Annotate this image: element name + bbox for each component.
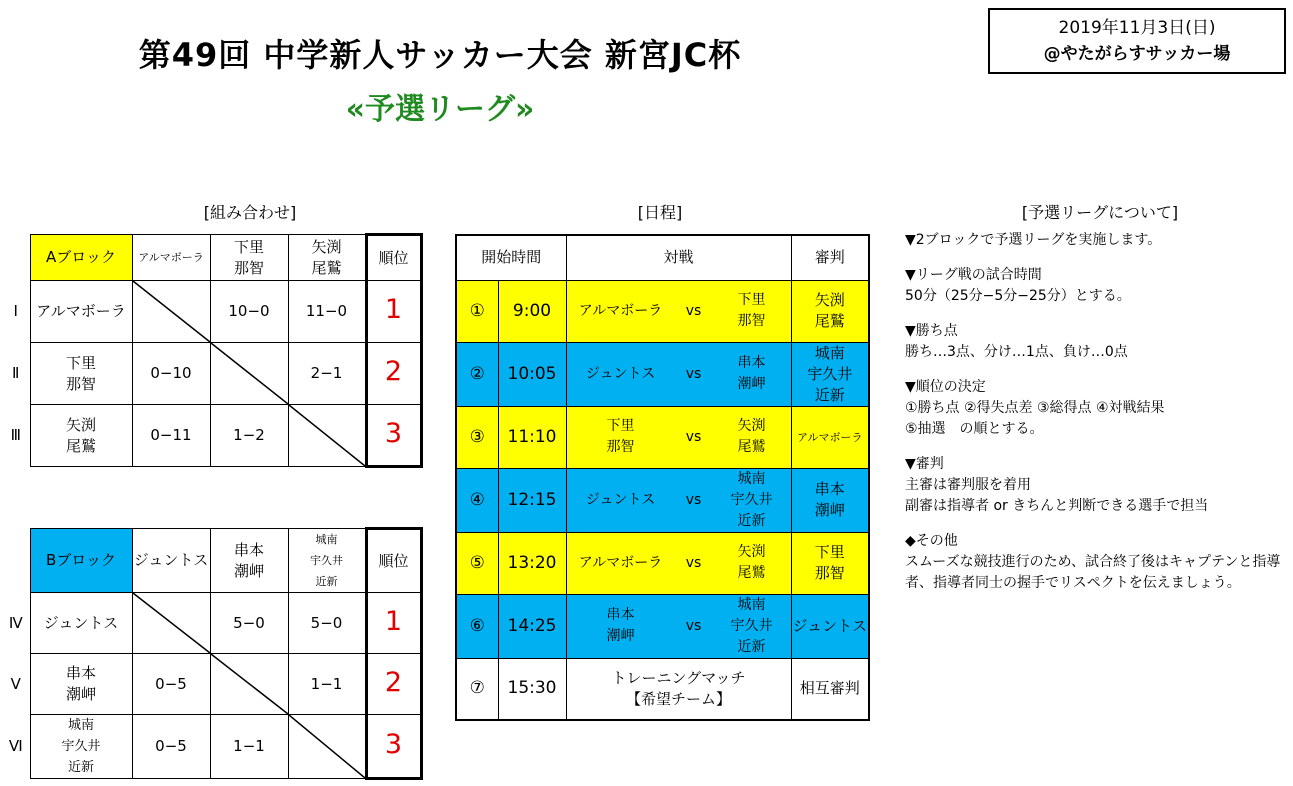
rule-item	[905, 265, 1290, 307]
schedule-row	[456, 468, 869, 532]
team-name: 下里 那智	[30, 343, 132, 405]
team-name: ジュントス	[30, 593, 132, 654]
team-roman-numeral: Ⅲ	[2, 405, 30, 467]
league-rules	[905, 230, 1290, 608]
team-name: 城南 宇久井 近新	[30, 715, 132, 779]
training-number: ⑦	[456, 658, 498, 720]
home-team: アルマボーラ	[578, 302, 663, 319]
team-row	[2, 281, 421, 343]
training-row	[456, 658, 869, 720]
schedule-row	[456, 594, 869, 658]
column-team-label: ジュントス	[132, 529, 210, 593]
diagonal-cell	[132, 593, 210, 654]
team-row	[2, 405, 421, 467]
rule-heading: ▼リーグ戦の試合時間	[905, 267, 1042, 283]
team-rank: 2	[384, 356, 403, 387]
column-team-label: 矢渕 尾鷲	[288, 235, 366, 281]
match-cell	[566, 532, 791, 594]
vs-label: vs	[685, 428, 702, 445]
schedule-table	[455, 234, 870, 721]
rule-item	[905, 377, 1290, 440]
page-title: 第49回 中学新人サッカー大会 新宮JC杯	[138, 36, 742, 74]
rank-header: 順位	[366, 235, 421, 281]
team-row	[2, 715, 421, 779]
home-team: 下里 那智	[606, 418, 635, 455]
team-rank: 3	[384, 728, 403, 760]
diagonal-line	[289, 405, 365, 466]
event-date: 2019年11月3日(日)	[1058, 18, 1216, 38]
block-b-table	[2, 527, 423, 780]
match-referee: 串本 潮岬	[791, 468, 869, 532]
match-referee: 下里 那智	[791, 532, 869, 594]
schedule-section-title: [日程]	[637, 203, 683, 222]
column-team-label: 串本 潮岬	[210, 529, 288, 593]
match-cell	[566, 468, 791, 532]
corner-cell	[2, 235, 30, 281]
team-roman-numeral: Ⅳ	[2, 593, 30, 654]
match-cell	[566, 342, 791, 406]
away-team: 矢渕 尾鷲	[737, 544, 766, 581]
team-rank: 1	[384, 294, 403, 325]
team-rank-cell	[366, 715, 421, 779]
rule-item	[905, 454, 1290, 517]
schedule-row	[456, 532, 869, 594]
match-referee: 城南 宇久井 近新	[791, 342, 869, 406]
away-team: 下里 那智	[737, 292, 766, 329]
match-cell	[566, 280, 791, 342]
match-referee: 矢渕 尾鷲	[791, 280, 869, 342]
diagonal-line	[211, 654, 288, 714]
vs-label: vs	[685, 491, 702, 508]
match-number: ②	[456, 342, 498, 406]
blockB-header-row	[2, 529, 421, 593]
match-score: 0−10	[132, 343, 210, 405]
rule-body: 主審は審判服を着用 副審は指導者 or きちんと判断できる選手で担当	[905, 477, 1209, 514]
schedule-row	[456, 406, 869, 468]
vs-label: vs	[685, 554, 702, 571]
header-match: 対戦	[566, 235, 791, 280]
rule-heading: ▼順位の決定	[905, 379, 986, 395]
match-score: 1−1	[210, 715, 288, 779]
match-score: 10−0	[210, 281, 288, 343]
match-cell	[566, 594, 791, 658]
away-team: 矢渕 尾鷲	[737, 418, 766, 455]
diagonal-cell	[288, 405, 366, 467]
match-score: 1−2	[210, 405, 288, 467]
diagonal-cell	[288, 715, 366, 779]
match-score: 0−5	[132, 654, 210, 715]
team-rank-cell	[366, 405, 421, 467]
team-rank: 1	[384, 605, 403, 637]
match-score: 0−11	[132, 405, 210, 467]
match-time: 11:10	[498, 406, 566, 468]
match-number: ①	[456, 280, 498, 342]
match-number: ③	[456, 406, 498, 468]
home-team: ジュントス	[585, 365, 656, 382]
match-time: 14:25	[498, 594, 566, 658]
matchup	[567, 469, 791, 532]
match-time: 12:15	[498, 468, 566, 532]
matchup	[567, 290, 791, 332]
rule-heading: ▼2ブロックで予選リーグを実施します。	[905, 232, 1162, 248]
team-row	[2, 593, 421, 654]
rule-item	[905, 230, 1290, 251]
away-team: 城南 宇久井 近新	[730, 470, 773, 529]
matchup	[567, 595, 791, 658]
team-name: 串本 潮岬	[30, 654, 132, 715]
team-row	[2, 654, 421, 715]
match-score: 5−0	[288, 593, 366, 654]
schedule-row	[456, 280, 869, 342]
team-roman-numeral: Ⅰ	[2, 281, 30, 343]
rule-body: ①勝ち点 ②得失点差 ③総得点 ④対戦結果 ⑤抽選 の順とする。	[905, 400, 1165, 437]
team-rank-cell	[366, 654, 421, 715]
match-score: 5−0	[210, 593, 288, 654]
team-roman-numeral: Ⅵ	[2, 715, 30, 779]
diagonal-cell	[132, 281, 210, 343]
block-a-table	[2, 233, 423, 468]
vs-label: vs	[685, 617, 702, 634]
team-roman-numeral: Ⅱ	[2, 343, 30, 405]
about-section-title: [予選リーグについて]	[1021, 203, 1179, 222]
blockA-header-row	[2, 235, 421, 281]
diagonal-line	[289, 715, 365, 778]
home-team: アルマボーラ	[578, 554, 663, 571]
matchup	[567, 353, 791, 395]
away-team: 城南 宇久井 近新	[730, 596, 773, 655]
page-subtitle: «予選リーグ»	[345, 92, 535, 127]
match-referee: ジュントス	[791, 594, 869, 658]
match-score: 0−5	[132, 715, 210, 779]
home-team: ジュントス	[585, 491, 656, 508]
match-time: 9:00	[498, 280, 566, 342]
rule-item	[905, 531, 1290, 594]
match-score: 11−0	[288, 281, 366, 343]
training-time: 15:30	[498, 658, 566, 720]
matchup	[567, 416, 791, 458]
groups-section-title: [組み合わせ]	[203, 203, 297, 222]
date-venue-box	[988, 8, 1286, 74]
vs-label: vs	[685, 365, 702, 382]
column-team-label: アルマボーラ	[132, 235, 210, 281]
match-score: 1−1	[288, 654, 366, 715]
rule-body: スムーズな競技進行のため、試合終了後はキャプテンと指導者、指導者同士の握手でリスペクトを伝えましょう。	[905, 554, 1281, 591]
match-referee: アルマボーラ	[791, 406, 869, 468]
column-team-label: 下里 那智	[210, 235, 288, 281]
match-number: ⑤	[456, 532, 498, 594]
team-rank: 3	[384, 417, 403, 449]
event-venue: @やたがらすサッカー場	[1043, 44, 1231, 64]
rule-heading: ◆その他	[905, 533, 958, 549]
team-rank-cell	[366, 281, 421, 343]
home-team: 串本 潮岬	[606, 607, 635, 644]
match-time: 13:20	[498, 532, 566, 594]
match-number: ⑥	[456, 594, 498, 658]
away-team: 串本 潮岬	[737, 355, 766, 392]
rule-body: 50分（25分−5分−25分）とする。	[905, 288, 1131, 304]
team-rank-cell	[366, 343, 421, 405]
team-rank: 2	[384, 666, 403, 698]
diagonal-cell	[210, 654, 288, 715]
rule-body: 勝ち…3点、分け…1点、負け…0点	[905, 344, 1128, 360]
schedule-row	[456, 342, 869, 406]
team-name: 矢渕 尾鷲	[30, 405, 132, 467]
match-time: 10:05	[498, 342, 566, 406]
match-score: 2−1	[288, 343, 366, 405]
diagonal-cell	[210, 343, 288, 405]
matchup	[567, 542, 791, 584]
match-cell	[566, 406, 791, 468]
header-referee: 審判	[791, 235, 869, 280]
rule-heading: ▼勝ち点	[905, 323, 958, 339]
rule-item	[905, 321, 1290, 363]
team-rank-cell	[366, 593, 421, 654]
header-start-time: 開始時間	[456, 235, 566, 280]
corner-cell	[2, 529, 30, 593]
block-label: Bブロック	[30, 529, 132, 593]
diagonal-line	[211, 343, 288, 404]
training-referee: 相互審判	[791, 658, 869, 720]
column-team-label: 城南 宇久井 近新	[288, 529, 366, 593]
match-number: ④	[456, 468, 498, 532]
team-row	[2, 343, 421, 405]
vs-label: vs	[685, 302, 702, 319]
diagonal-line	[133, 281, 210, 342]
diagonal-line	[133, 593, 210, 653]
team-name: アルマボーラ	[30, 281, 132, 343]
block-label: Aブロック	[30, 235, 132, 281]
training-match: トレーニングマッチ 【希望チーム】	[566, 658, 791, 720]
schedule-header-row	[456, 235, 869, 280]
rank-header: 順位	[366, 529, 421, 593]
rule-heading: ▼審判	[905, 456, 944, 472]
team-roman-numeral: Ⅴ	[2, 654, 30, 715]
